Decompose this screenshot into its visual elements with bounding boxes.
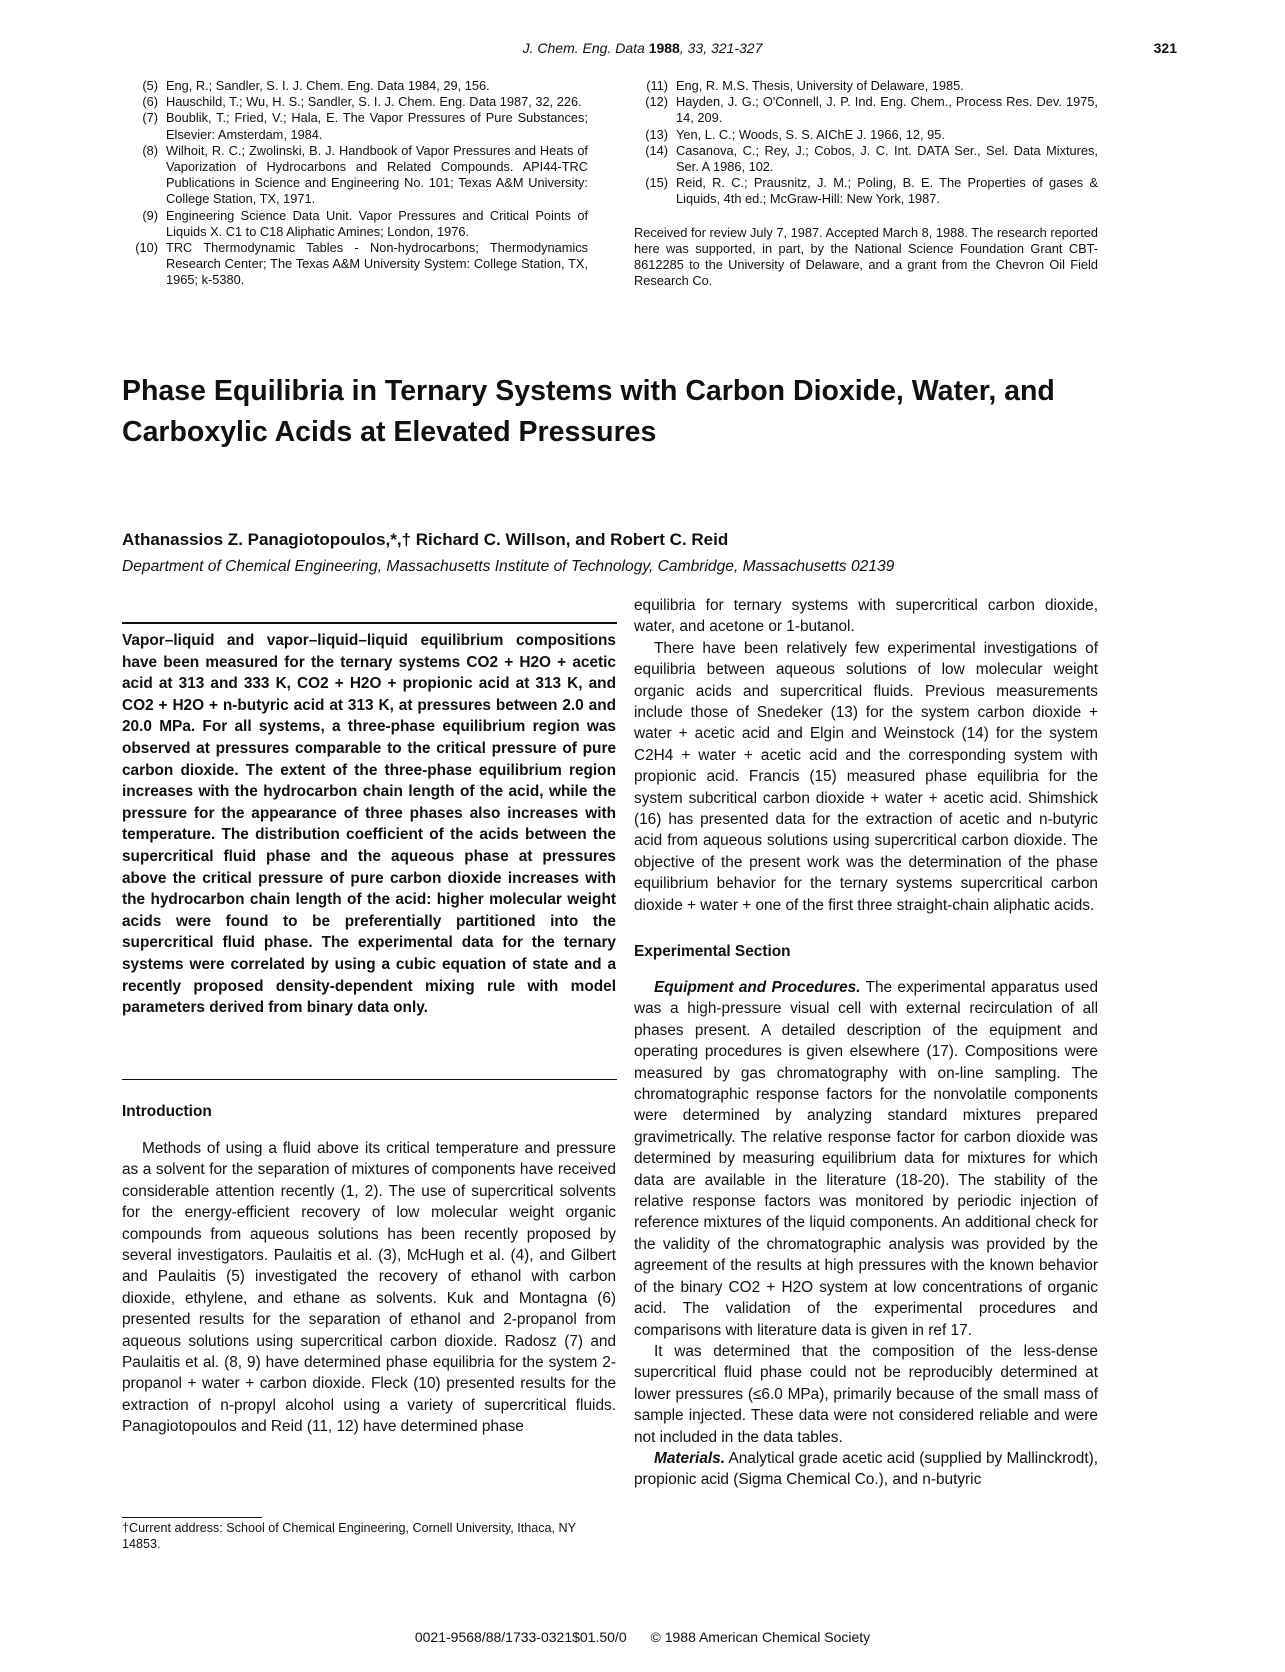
- subsection-label: Equipment and Procedures.: [654, 979, 861, 996]
- body-paragraph: Materials. Analytical grade acetic acid (supplied by Mallinckrodt), propionic acid (Sigma Chemical Co.), and n-butyric: [634, 1449, 1099, 1489]
- abstract: Vapor–liquid and vapor–liquid–liquid equilibrium compositions have been measured for the ternary systems CO2 + H2O + acetic acid at 313 and 333 K, CO2 + H2O + propionic acid at 313 K, and CO2 + H2O + n-butyric acid at 313 K, at pressures between 2.0 and 20.0 MPa. For all systems, a three-phase equilibrium region was observed at pressures comparable to the critical pressure of pure carbon dioxide. The extent of the three-phase equilibrium region increases with the hydrocarbon chain length of the acid, while the pressure for the appearance of three phases also increases with temperature. The distribution coefficient of the acids between the supercritical fluid phase and the aqueous phase at pressures above the critical pressure of pure carbon dioxide increases with the hydrocarbon chain length of the acid: higher molecular weight acids were found to be preferentially partitioned into the supercritical fluid phase. The experimental data for the ternary systems were correlated by using a cubic equation of state and a recently proposed density-dependent mixing rule with model parameters derived from binary data only.: [122, 632, 616, 1017]
- publication-code: 0021-9568/88/1733-0321$01.50/0: [414, 1629, 627, 1645]
- references-right: [632, 78, 1098, 208]
- experimental-heading: Experimental Section: [634, 943, 791, 960]
- introduction-text: [122, 1138, 616, 1438]
- reference-item: (9) Engineering Science Data Unit. Vapor Pressures and Critical Points of Liquids X. C1 to C18 Aliphatic Amines; London, 1976.: [142, 207, 588, 239]
- journal-year: 1988: [648, 40, 680, 56]
- author-affiliation: Department of Chemical Engineering, Massachusetts Institute of Technology, Cambridge, Massachusetts 02139: [122, 558, 895, 575]
- body-paragraph: It was determined that the composition of the less-dense supercritical fluid phase could not be reproducibly determined at lower pressures (≤6.0 MPa), primarily because of the small mass of sample injected. These data were not considered reliable and were not included in the data tables.: [634, 1342, 1098, 1446]
- reference-item: (10) TRC Thermodynamic Tables - Non-hydrocarbons; Thermodynamics Research Center; The Texas A&M University System: College Station, TX, 1965; k-5380.: [135, 240, 588, 288]
- body-paragraph: There have been relatively few experimental investigations of equilibria between aqueous solutions of low molecular weight organic acids and supercritical fluids. Previous measurements include those of Snedeker (13) for the system carbon dioxide + water + acetic acid and Elgin and Weinstock (14) for the system C2H4 + water + acetic acid and the corresponding system with propionic acid. Francis (15) measured phase equilibria for the system subcritical carbon dioxide + water + acetic acid. Shimshick (16) has presented data for the extraction of acetic and n-butyric acid from aqueous solutions using supercritical carbon dioxide. The objective of the present work was the determination of the phase equilibrium behavior for the ternary systems supercritical carbon dioxide + water + one of the first three straight-chain aliphatic acids.: [634, 639, 1098, 914]
- page-footer: [0, 1629, 1285, 1645]
- reference-item: (14) Casanova, C.; Rey, J.; Cobos, J. C. Int. DATA Ser., Sel. Data Mixtures, Ser. A 1986, 102.: [645, 142, 1098, 175]
- reference-item: (12) Hayden, J. G.; O'Connell, J. P. Ind. Eng. Chem., Process Res. Dev. 1975, 14, 209.: [645, 94, 1098, 126]
- experimental-text: [634, 977, 1098, 1491]
- right-column-text: [634, 595, 1098, 916]
- introduction-paragraph: Methods of using a fluid above its critical temperature and pressure as a solvent for the separation of mixtures of components have received considerable attention recently (1, 2). The use of supercritical solvents for the energy-efficient recovery of low molecular weight organic compounds from aqueous solutions has been recently proposed by several investigators. Paulaitis et al. (3), McHugh et al. (4), and Gilbert and Paulaitis (5) investigated the recovery of ethanol with carbon dioxide, ethylene, and ethane as solvents. Kuk and Montagna (6) presented results for the separation of ethanol and 2-propanol from aqueous solutions using supercritical carbon dioxide. Radosz (7) and Paulaitis et al. (8, 9) have determined phase equilibria for the system 2-propanol + water + carbon dioxide. Fleck (10) presented results for the extraction of n-propyl alcohol using a variety of supercritical fluids. Panagiotopoulos and Reid (11, 12) have determined phase: [122, 1140, 616, 1436]
- footnote: †Current address: School of Chemical Engineering, Cornell University, Ithaca, NY 14853.: [122, 1521, 576, 1551]
- page-number: 321: [1153, 40, 1177, 56]
- received-note: Received for review July 7, 1987. Accepted March 8, 1988. The research reported here was supported, in part, by the National Science Foundation Grant CBT-8612285 to the University of Delaware, and a grant from the Chevron Oil Field Research Co.: [634, 225, 1098, 288]
- subsection-label: Materials.: [654, 1449, 726, 1467]
- abstract-rule-top: [122, 622, 617, 624]
- copyright: © 1988 American Chemical Society: [650, 1629, 871, 1645]
- body-paragraph: Equipment and Procedures. The experimental apparatus used was a high-pressure visual cell with external recirculation of all phases present. A detailed description of the equipment and operating procedures is given elsewhere (17). Compositions were measured by gas chromatography with on-line sampling. The chromatographic response factors for the nonvolatile components were determined by analyzing standard mixtures prepared gravimetrically. The relative response factor for carbon dioxide was determined by measuring equilibrium data for mixtures for which data are available in the literature (18-20). The stability of the relative response factors was monitored by periodic injection of reference mixtures of the liquid components. An additional check for the validity of the chromatographic analysis was provided by the agreement of the results at high pressures with the known behavior of the binary CO2 + H2O system at low concentrations of organic acid. The validation of the experimental procedures and comparisons with literature data is given in ref 17.: [634, 979, 1098, 1339]
- abstract-rule-bottom: [122, 1079, 617, 1080]
- body-paragraph: equilibria for ternary systems with supercritical carbon dioxide, water, and acetone or 1-butanol.: [634, 597, 1098, 636]
- article-authors: Athanassios Z. Panagiotopoulos,*,† Richard C. Willson, and Robert C. Reid: [122, 530, 729, 549]
- reference-item: (7) Boublik, T.; Fried, V.; Hala, E. The Vapor Pressures of Pure Substances; Elsevier: Amsterdam, 1984.: [142, 110, 588, 142]
- reference-item: (8) Wilhoit, R. C.; Zwolinski, B. J. Handbook of Vapor Pressures and Heats of Vaporization of Hydrocarbons and Related Compounds. API44-TRC Publications in Science and Engineering No. 101; Texas A&M University: College Station, TX, 1971.: [142, 142, 588, 207]
- reference-item: (11) Eng, R. M.S. Thesis, University of Delaware, 1985.: [646, 78, 964, 93]
- journal-name: J. Chem. Eng. Data: [522, 40, 645, 56]
- introduction-heading: Introduction: [122, 1103, 212, 1120]
- footnote-rule: [122, 1517, 262, 1518]
- journal-volume-pages: , 33, 321-327: [679, 40, 763, 56]
- references-left: [122, 78, 588, 289]
- reference-item: (5) Eng, R.; Sandler, S. I. J. Chem. Eng. Data 1984, 29, 156.: [142, 78, 490, 93]
- reference-item: (15) Reid, R. C.; Prausnitz, J. M.; Poling, B. E. The Properties of gases & Liquids, 4th ed.; McGraw-Hill: New York, 1987.: [645, 175, 1098, 207]
- running-header: [0, 40, 1285, 56]
- article-title: Phase Equilibria in Ternary Systems with Carbon Dioxide, Water, and Carboxylic Acids at Elevated Pressures: [122, 375, 1055, 448]
- reference-item: (6) Hauschild, T.; Wu, H. S.; Sandler, S. I. J. Chem. Eng. Data 1987, 32, 226.: [142, 94, 582, 110]
- reference-item: (13) Yen, L. C.; Woods, S. S. AIChE J. 1966, 12, 95.: [645, 126, 945, 142]
